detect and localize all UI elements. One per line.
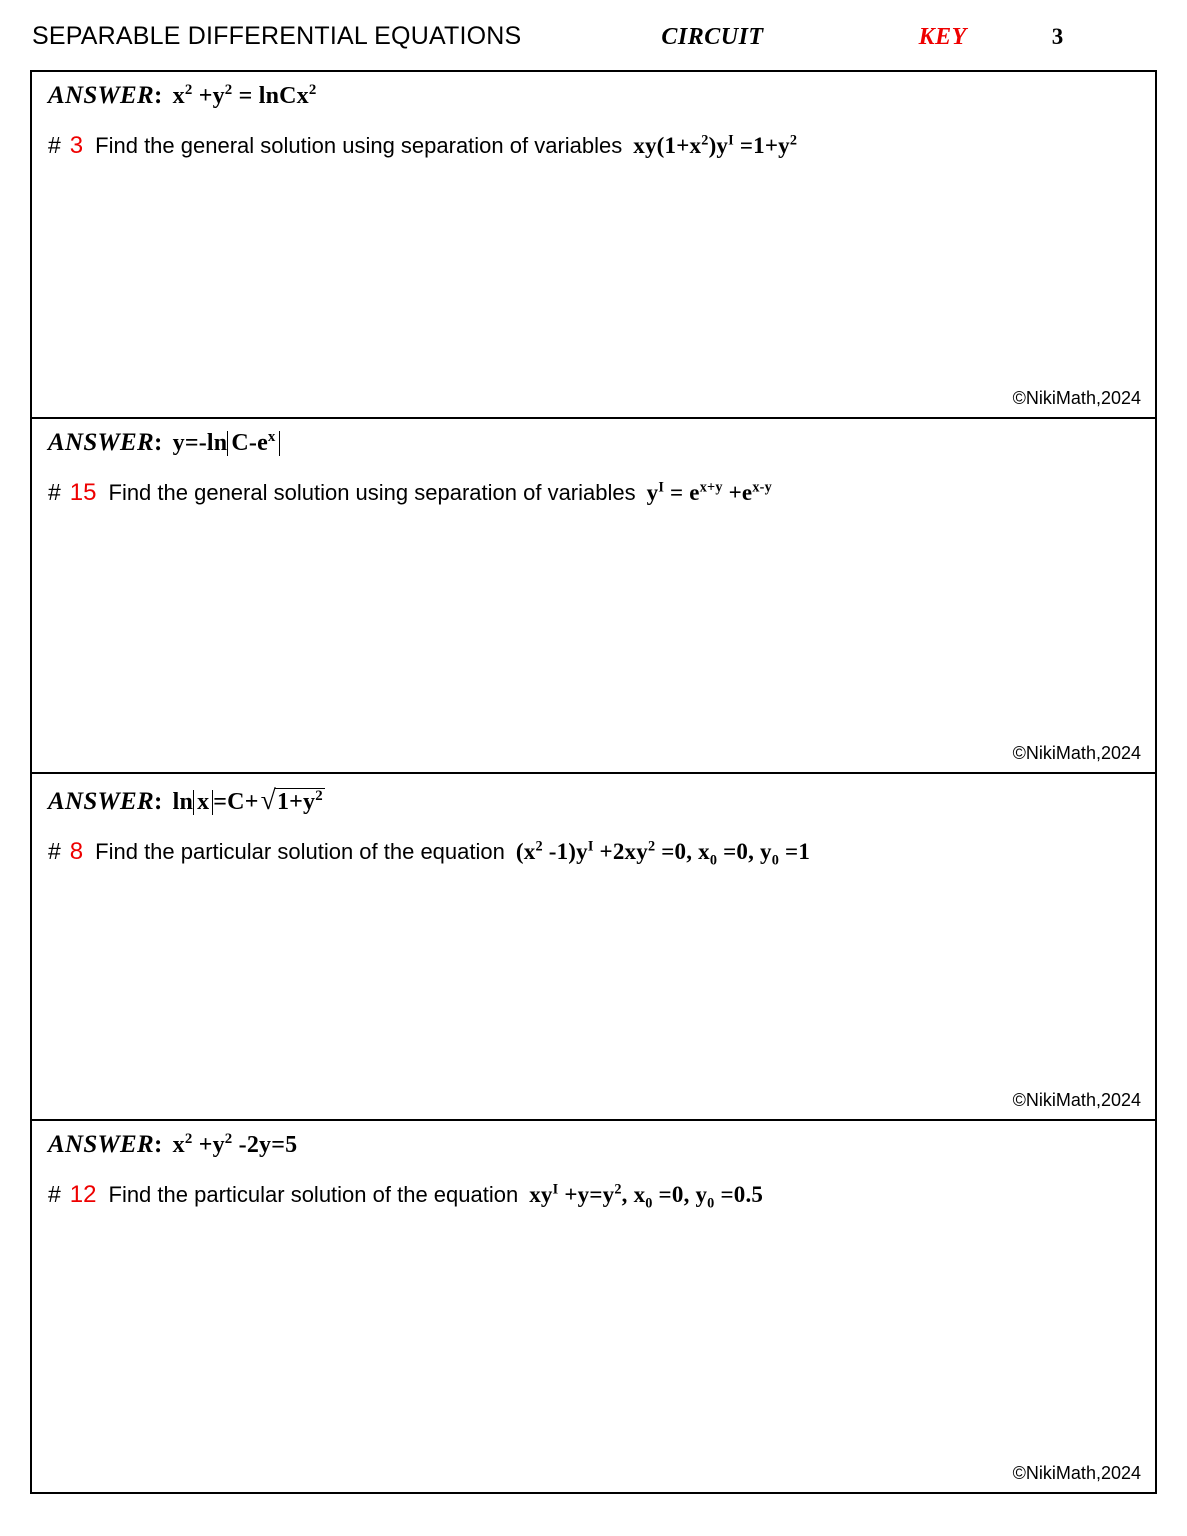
answer-label: ANSWER: [48,429,163,456]
answer-label: ANSWER: [48,1131,163,1158]
page-title: SEPARABLE DIFFERENTIAL EQUATIONS [32,22,522,50]
page-header [30,22,1157,70]
question-text: Find the general solution using separation of variables [108,480,636,505]
answer-expression: y=-ln $C-e^x$ [173,430,280,457]
page-number: 3 [1051,24,1064,49]
question-line [48,1181,1139,1212]
question-equation: $y^I = e^{x+y} +e^{x-y}$ [646,479,772,505]
answer-line [48,82,1139,110]
key-label: KEY [918,24,967,50]
question-number: 15 [69,479,97,506]
copyright-notice: ©NikiMath,2024 [1012,1463,1141,1483]
hash-symbol: # [48,479,61,505]
answer-expression: $\ln x =C+√1+y^2$ [172,784,323,815]
answer-line [48,1131,1139,1159]
question-number: 12 [69,1181,97,1208]
problem-card [32,774,1155,1121]
question-equation: $xy^I +y=y^2$, $x_0 =0$, $y_0 =0.5$ [529,1181,764,1212]
answer-label: ANSWER: [48,82,163,109]
problem-card [32,72,1155,419]
problem-card-list [30,70,1157,1494]
hash-symbol: # [48,838,61,864]
answer-line [48,429,1139,457]
question-text: Find the particular solution of the equation [108,1182,519,1207]
question-line [48,132,1139,160]
copyright-notice: ©NikiMath,2024 [1012,388,1141,408]
question-text: Find the particular solution of the equation [95,839,505,864]
problem-card [32,419,1155,774]
question-equation: $xy(1+x^2)y^I =1+y^2$ [633,132,798,158]
question-line [48,479,1139,507]
answer-label: ANSWER: [48,788,163,815]
answer-expression: $x^2 +y^2$ -2y=5 [172,1131,298,1158]
problem-card [32,1121,1155,1494]
question-text: Find the general solution using separation of variables [95,133,623,158]
copyright-notice: ©NikiMath,2024 [1012,743,1141,763]
hash-symbol: # [48,132,61,158]
question-number: 8 [69,838,84,865]
hash-symbol: # [48,1181,61,1207]
answer-expression: $x^2 +y^2$ = lnCx$^2$ [172,82,317,109]
circuit-label: CIRCUIT [661,24,764,50]
question-number: 3 [69,132,84,159]
copyright-notice: ©NikiMath,2024 [1012,1090,1141,1110]
answer-line [48,784,1139,816]
question-line [48,838,1139,869]
question-equation: ($x^2$ $-1)y^I +2xy^2 =0$, $x_0 =0$, $y_0 =1$ [515,838,811,869]
